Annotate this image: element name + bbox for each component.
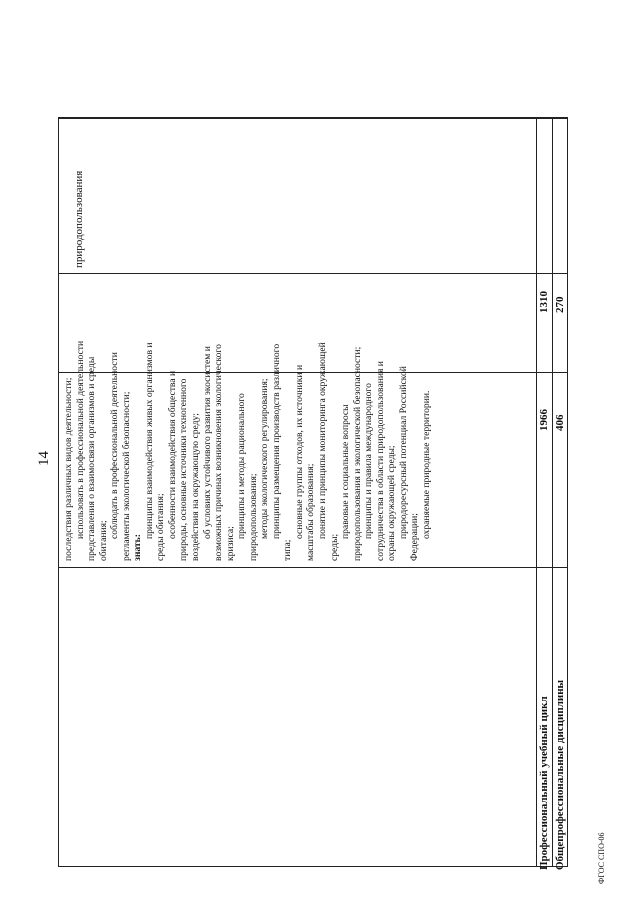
row-label-general-professional: Общепрофессиональные дисциплины [554,679,566,870]
competency-line: соблюдать в профессиональной деятельности [109,352,121,539]
row-general-professional-hours: 270 [554,296,566,313]
competency-line: возможных причинах возникновения экологического [213,344,225,561]
row-divider-1 [536,118,537,866]
discipline-name: природопользования [73,170,85,268]
competency-line: принципы размещения производств различного [270,343,282,539]
row-professional-cycle-hours: 1310 [538,291,550,313]
competency-line: среды; [328,533,340,561]
column-divider-competency [59,567,567,568]
competency-line: природоресурсный потенциал Российской [397,366,409,539]
competency-line: регламенты экологической безопасности; [120,391,132,561]
competency-line: методы экологического регулирования; [259,378,271,539]
row-professional-cycle-max-load: 1966 [538,409,550,431]
competency-line: охраняемые природные территории. [420,390,432,539]
competency-line: об условиях устойчивого развития экосистем и [201,346,213,539]
column-divider-discipline [59,118,567,119]
competency-line: особенности взаимодействия общества и [166,370,178,539]
row-label-professional-cycle: Профессиональный учебный цикл [538,696,550,870]
competency-line: принципы и правила международного [363,383,375,539]
curriculum-table [58,117,568,870]
row-divider-2 [552,118,553,866]
competency-line: охраны окружающей среды; [386,445,398,561]
competency-line: природы, основные источники техногенного [178,378,190,561]
competency-line: знать: [132,534,144,561]
document-code-footer: ФГОС СПО-06 [597,832,606,884]
competency-line: понятие и принципы мониторинга окружающей [317,342,329,539]
competency-line: масштабы образования; [305,463,317,561]
competency-line: последствия различных видов деятельности; [63,377,74,561]
competency-line: воздействия на окружающую среду; [190,413,202,561]
competency-line: типа; [282,539,294,561]
competency-line: Федерации; [409,513,421,561]
competency-line: принципы взаимодействия живых организмов и [143,342,155,539]
competency-text-block [63,124,433,561]
competency-line: обитания; [97,520,109,561]
competency-line: правовые и социальные вопросы [340,404,352,539]
competency-line: использовать в профессиональной деятельности [74,340,86,539]
row-general-professional-max-load: 406 [554,414,566,431]
competency-line: основные группы отходов, их источники и [293,364,305,539]
competency-line: кризиса; [224,526,236,561]
competency-line: природопользования и экологической безопасности; [351,346,363,561]
competency-line: принципы и методы рационального [236,393,248,539]
competency-line: сотрудничества в области природопользования и [374,361,386,561]
competency-line: природопользования; [247,473,259,561]
competency-line: среды обитания; [155,493,167,561]
competency-line: представления о взаимосвязи организмов и среды [86,356,98,561]
page-number: 14 [36,451,52,466]
